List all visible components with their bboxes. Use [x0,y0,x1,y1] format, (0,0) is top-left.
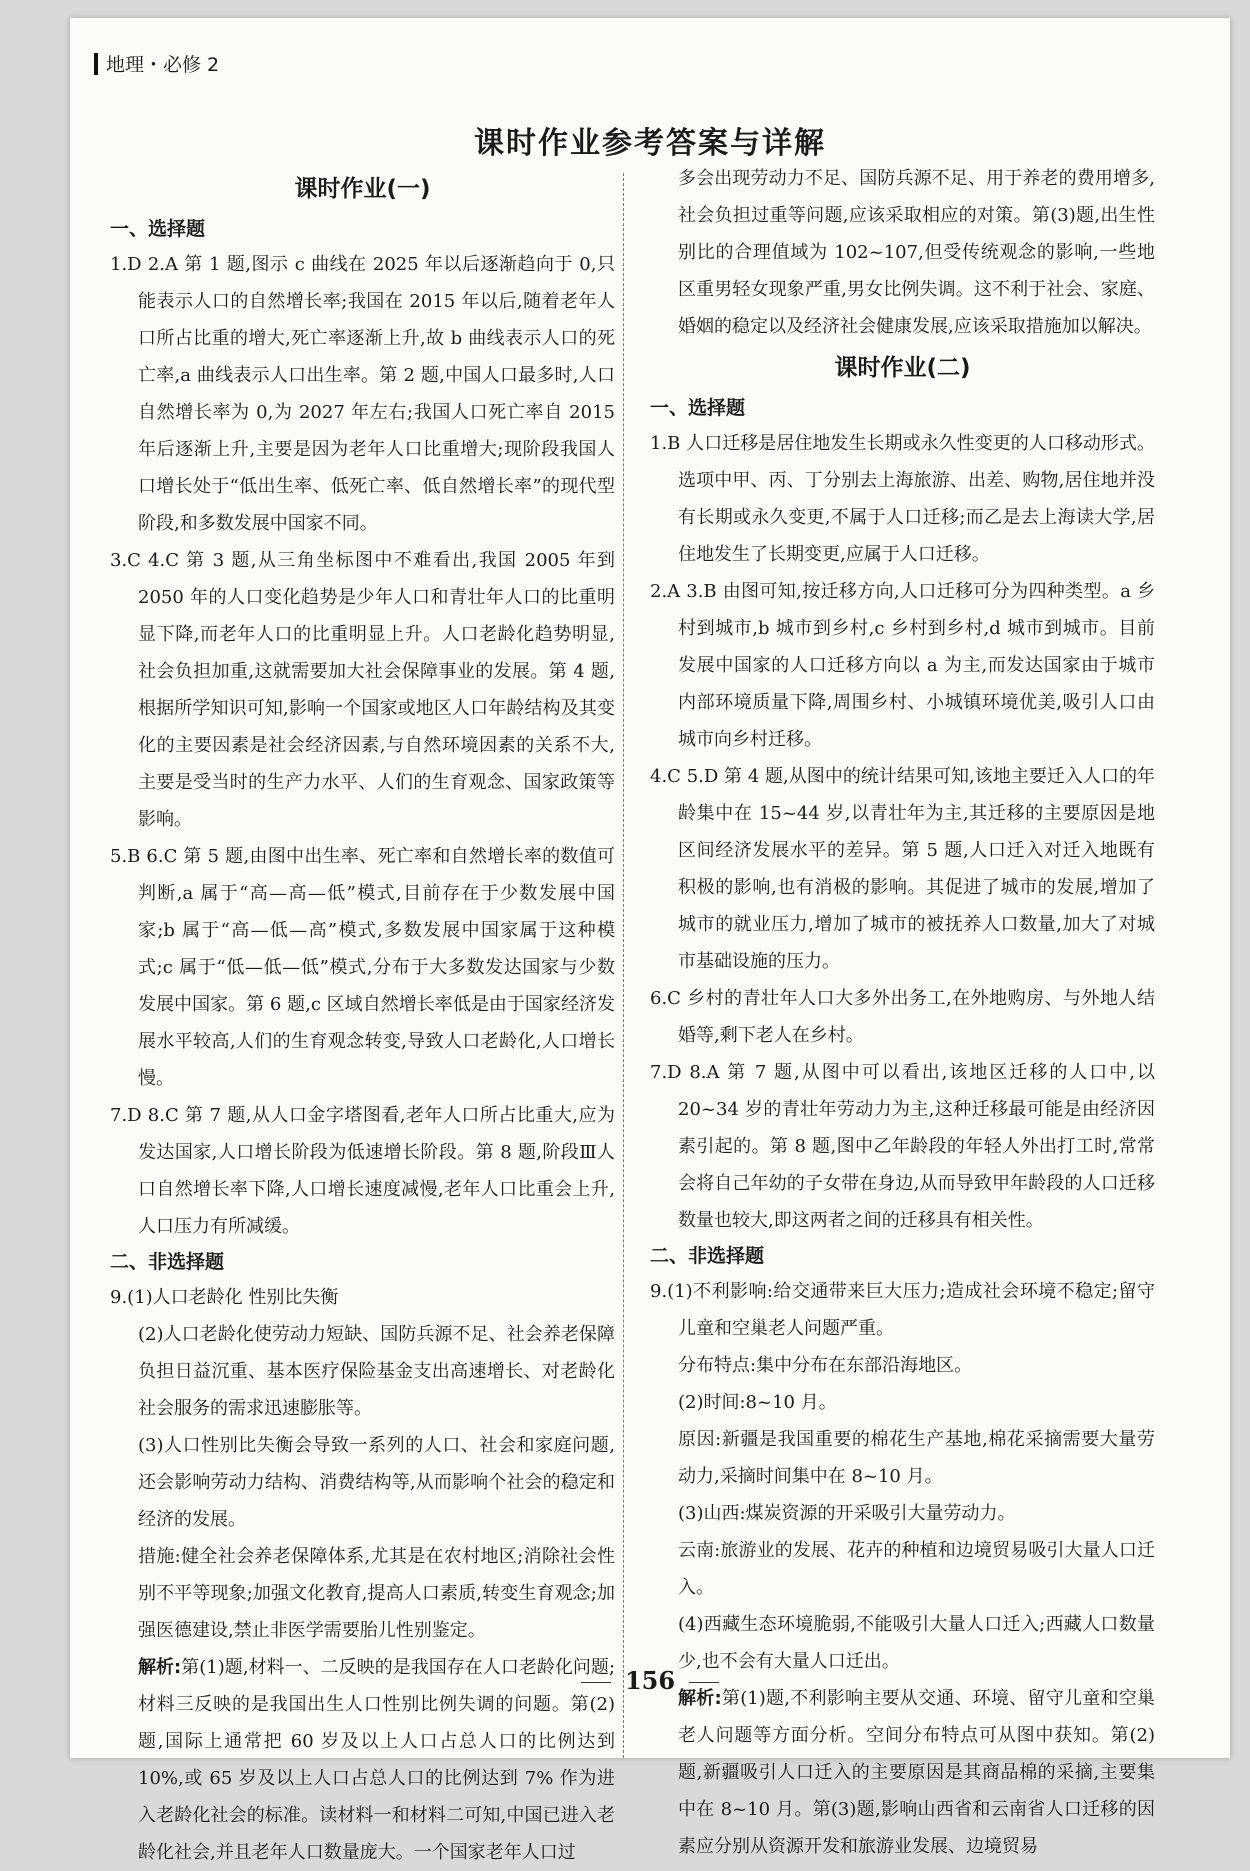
page-number: 156 [624,1666,676,1695]
answer2-q1: 1.B 人口迁移是居住地发生长期或永久性变更的人口移动形式。选项中甲、丙、丁分别去上海旅游、出差、购物,居住地并没有长期或永久变更,不属于人口迁移;而乙是去上海读大学,居住地发生了长期变更,应属于人口迁移。 [650,433,1155,565]
answer2-q6: 6.C 乡村的青壮年人口大多外出务工,在外地购房、与外地人结婚等,剩下老人在乡村。 [650,988,1155,1046]
right-column [650,160,1155,1865]
header-bar [94,53,98,75]
answer2-q7: 7.D 8.A 第 7 题,从图中可以看出,该地区迁移的人口中,以 20~34 岁的青壮年劳动力为主,这种迁移最可能是由经济因素引起的。第 8 题,图中乙年龄段的年轻人外出打工时,常常会将自己年幼的子女带在身边,从而导致甲年龄段的人口迁移数量也较大,即这两者之间的迁移具有相关性。 [650,1062,1155,1231]
running-header [94,50,219,77]
analysis-label-2: 解析: [678,1688,722,1709]
page-footer [70,1666,1230,1695]
answer-q5: 5.B 6.C 第 5 题,由图中出生率、死亡率和自然增长率的数值可判断,a 属于“高—高—低”模式,目前存在于少数发展中国家;b 属于“高—低—高”模式,多数发展中国家属于这种模式;c 属于“低—低—低”模式,分布于大多数发达国家与少数发展中国家。第 6 题,c 区域自然增长率低是由于国家经济发展水平较高,人们的生育观念转变,导致人口老龄化,人口增长慢。 [110,846,615,1089]
answer2-q2: 2.A 3.B 由图可知,按迁移方向,人口迁移可分为四种类型。a 乡村到城市,b 城市到乡村,c 乡村到乡村,d 城市到城市。目前发展中国家的人口迁移方向以 a 为主,而发达国家由于城市内部环境质量下降,周围乡村、小城镇环境优美,吸引人口由城市向乡村迁移。 [650,581,1155,750]
answer-q9-1: 9.(1)人口老龄化 性别比失衡 [110,1287,339,1308]
answer2-q9-analysis [650,1680,1155,1865]
answer-q7: 7.D 8.C 第 7 题,从人口金字塔图看,老年人口所占比重大,应为发达国家,人口增长阶段为低速增长阶段。第 8 题,阶段Ⅲ人口自然增长率下降,人口增长速度减慢,老年人口比重会上升,人口压力有所减缓。 [110,1105,615,1237]
answer-q1: 1.D 2.A 第 1 题,图示 c 曲线在 2025 年以后逐渐趋向于 0,只能表示人口的自然增长率;我国在 2015 年以后,随着老年人口所占比重的增大,死亡率逐渐上升,故 b 曲线表示人口的死亡率,a 曲线表示人口出生率。第 2 题,中国人口最多时,人口自然增长率为 0,为 2027 年左右;我国人口死亡率自 2015 年后逐渐上升,主要是因为老年人口比重增大;现阶段我国人口增长处于“低出生率、低死亡率、低自然增长率”的现代型阶段,和多数发展中国家不同。 [110,254,615,534]
answer2-q9-reason: 原因:新疆是我国重要的棉花生产基地,棉花采摘需要大量劳动力,采摘时间集中在 8~10 月。 [678,1429,1155,1487]
subheading-nonchoice: 二、非选择题 [110,1251,225,1273]
answer-q9-3: (3)人口性别比失衡会导致一系列的人口、社会和家庭问题,还会影响劳动力结构、消费结构等,从而影响个社会的稳定和经济的发展。 [138,1435,615,1530]
analysis-text-2: 第(1)题,不利影响主要从交通、环境、留守儿童和空巢老人问题等方面分析。空间分布特点可从图中获知。第(2)题,新疆吸引人口迁入的主要原因是其商品棉的采摘,主要集中在 8~10 月。第(3)题,影响山西省和云南省人口迁移的因素应分别从资源开发和旅游业发展、边境贸易 [678,1688,1156,1857]
section-title-2: 课时作业(二) [834,355,971,381]
answer2-q9-shanxi: (3)山西:煤炭资源的开采吸引大量劳动力。 [678,1503,1016,1524]
answer2-q9-time: (2)时间:8~10 月。 [678,1392,837,1413]
answer2-q9-yunnan: 云南:旅游业的发展、花卉的种植和边境贸易吸引大量人口迁入。 [678,1540,1155,1598]
answer-q9-2: (2)人口老龄化使劳动力短缺、国防兵源不足、社会养老保障负担日益沉重、基本医疗保险基金支出高速增长、对老龄化社会服务的需求迅速膨胀等。 [138,1324,615,1419]
answer2-q9-tibet: (4)西藏生态环境脆弱,不能吸引大量人口迁入;西藏人口数量少,也不会有大量人口迁出。 [678,1614,1155,1672]
answer-q9-measures: 措施:健全社会养老保障体系,尤其是在农村地区;消除社会性别不平等现象;加强文化教育,提高人口素质,转变生育观念;加强医德建设,禁止非医学需要胎儿性别鉴定。 [138,1546,615,1641]
answer2-q9-1: 9.(1)不利影响:给交通带来巨大压力;造成社会环境不稳定;留守儿童和空巢老人问题严重。 [650,1281,1155,1339]
analysis-text: 第(1)题,材料一、二反映的是我国存在人口老龄化问题;材料三反映的是我国出生人口性别比例失调的问题。第(2)题,国际上通常把 60 岁及以上人口占总人口的比例达到 10%,或 65 岁及以上人口占总人口的比例达到 7% 作为进入老龄化社会的标准。读材料一和材料二可知,中国已进入老龄化社会,并且老年人口数量庞大。一个国家老年人口过 [138,1657,616,1863]
page-title: 课时作业参考答案与详解 [474,126,826,161]
document-page [70,18,1230,1863]
analysis-label: 解析: [138,1657,182,1678]
subheading-choice: 一、选择题 [110,218,206,240]
left-column [110,166,615,1871]
continued-text: 多会出现劳动力不足、国防兵源不足、用于养老的费用增多,社会负担过重等问题,应该采取相应的对策。第(3)题,出生性别比的合理值域为 102~107,但受传统观念的影响,一些地区重男轻女现象严重,男女比例失调。这不利于社会、家庭、婚姻的稳定以及经济社会健康发展,应该采取措施加以解决。 [678,168,1155,337]
footer-dash-right [689,1682,719,1683]
answer2-q9-distribution: 分布特点:集中分布在东部沿海地区。 [678,1355,973,1376]
subheading-nonchoice-2: 二、非选择题 [650,1245,765,1267]
section-title-1: 课时作业(一) [294,176,431,202]
answer-q3: 3.C 4.C 第 3 题,从三角坐标图中不难看出,我国 2005 年到 2050 年的人口变化趋势是少年人口和青壮年人口的比重明显下降,而老年人口的比重明显上升。人口老龄化趋势明显,社会负担加重,这就需要加大社会保障事业的发展。第 4 题,根据所学知识可知,影响一个国家或地区人口年龄结构及其变化的主要因素是社会经济因素,与自然环境因素的关系不大,主要是受当时的生产力水平、人们的生育观念、国家政策等影响。 [110,550,615,830]
answer2-q4: 4.C 5.D 第 4 题,从图中的统计结果可知,该地主要迁入人口的年龄集中在 15~44 岁,以青壮年为主,其迁移的主要原因是地区间经济发展水平的差异。第 5 题,人口迁入对迁入地既有积极的影响,也有消极的影响。其促进了城市的发展,增加了城市的就业压力,增加了城市的被抚养人口数量,加大了对城市基础设施的压力。 [650,766,1155,972]
header-text: 地理・必修 2 [106,54,220,76]
subheading-choice-2: 一、选择题 [650,397,746,419]
column-divider [623,173,624,1758]
footer-dash-left [581,1682,611,1683]
